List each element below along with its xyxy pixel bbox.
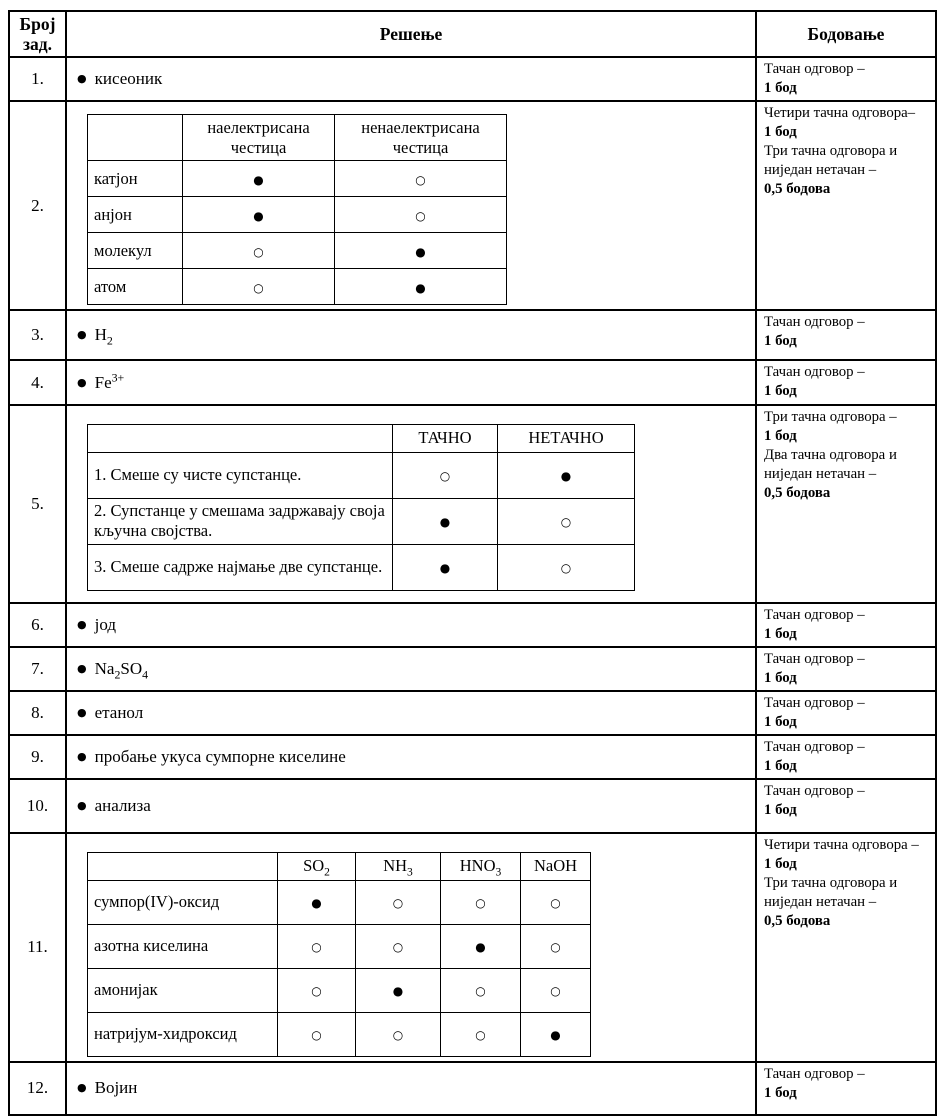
answer-mark-cell (278, 880, 356, 924)
inner-row-label (88, 924, 278, 968)
solution-text-segment: азотна киселина (94, 936, 209, 956)
inner-table-row (88, 1012, 591, 1056)
radio-open-icon: ○ (560, 561, 572, 576)
radio-open-icon: ○ (475, 1028, 486, 1043)
header-row (9, 11, 936, 57)
solution-text-segment: Na (94, 659, 115, 679)
radio-filled-icon: ● (475, 940, 486, 955)
scoring-line: Тачан одговор – (764, 364, 865, 381)
solution-text-segment: НЕТАЧНО (528, 428, 604, 448)
scoring-cell (756, 603, 936, 647)
answer-mark-cell (521, 968, 591, 1012)
inner-table-header (88, 424, 635, 452)
radio-filled-icon: ● (253, 172, 264, 187)
task-row (9, 310, 936, 360)
inner-table-body (88, 161, 507, 305)
answer-mark-cell (498, 452, 635, 498)
answer-mark-cell (521, 924, 591, 968)
task-number-header-line2: зад. (22, 34, 52, 55)
table-header (9, 11, 936, 57)
scoring-line: Тачан одговор – (764, 607, 865, 624)
solution-cell (66, 310, 756, 360)
inner-table-row (88, 924, 591, 968)
solution-text-segment: катјон (94, 168, 138, 188)
inner-row-label (88, 197, 183, 233)
answer-mark-cell (521, 1012, 591, 1056)
answer-mark-cell (521, 880, 591, 924)
answer-mark-cell (278, 968, 356, 1012)
radio-open-icon: ○ (475, 984, 486, 999)
inner-row-label (88, 498, 393, 544)
bullet-icon: ● (77, 375, 87, 389)
task-number-cell: 5. (9, 405, 66, 603)
radio-open-icon: ○ (415, 208, 426, 223)
solution-cell (66, 57, 756, 101)
inner-header-cell (183, 115, 335, 161)
scoring-cell (756, 833, 936, 1062)
inner-row-label (88, 544, 393, 590)
scoring-cell (756, 310, 936, 360)
task-row (9, 603, 936, 647)
answer-mark-cell (393, 452, 498, 498)
answer-mark-cell (441, 1012, 521, 1056)
scoring-line: 1 бод (764, 626, 797, 643)
scoring-cell (756, 405, 936, 603)
inner-row-label (88, 233, 183, 269)
solution-text-segment: 2. Супстанце у смешама задржавају своја кључна својства. (94, 501, 385, 541)
table-body (9, 57, 936, 1115)
scoring-line: Тачан одговор – (764, 695, 865, 711)
task-row (9, 647, 936, 691)
bullet-icon: ● (77, 328, 87, 342)
task-number-header-line1: Број (19, 14, 56, 34)
answer-mark-cell (183, 197, 335, 233)
radio-open-icon: ○ (253, 244, 264, 259)
solution-text-segment: Fe (94, 372, 112, 392)
answer-mark-cell (498, 498, 635, 544)
scoring-cell (756, 57, 936, 101)
scoring-cell (756, 360, 936, 405)
radio-open-icon: ○ (253, 280, 264, 295)
solution-text-segment: 3+ (111, 369, 125, 384)
scoring-line: 1 бод (764, 383, 797, 400)
inner-header-cell (498, 424, 635, 452)
inner-header-cell (393, 424, 498, 452)
task-number-cell: 10. (9, 779, 66, 833)
solution-text-segment: етанол (94, 702, 144, 722)
scoring-line: Тачан одговор – (764, 738, 865, 755)
radio-open-icon: ○ (392, 896, 404, 911)
task-number-cell: 11. (9, 833, 66, 1062)
answer-mark-cell (335, 269, 507, 305)
answer-mark-cell (441, 968, 521, 1012)
solution-text-segment: амонијак (94, 980, 158, 1000)
scoring-line: 0,5 бодова (764, 180, 831, 197)
radio-filled-icon: ● (415, 280, 426, 295)
inner-row-label (88, 1012, 278, 1056)
radio-open-icon: ○ (311, 1028, 322, 1043)
scoring-line: Три тачна одговора – (764, 409, 897, 426)
inner-table-row (88, 544, 635, 590)
radio-filled-icon: ● (415, 244, 426, 259)
radio-open-icon: ○ (392, 1028, 404, 1043)
answer-mark-cell (183, 269, 335, 305)
solution-text-segment: анализа (94, 795, 151, 815)
scoring-line: Тачан одговор – (764, 61, 865, 78)
inner-header-row (88, 852, 591, 880)
task-number-cell: 3. (9, 310, 66, 360)
inner-row-label (88, 161, 183, 197)
scoring-line: 1 бод (764, 124, 797, 141)
inner-table-header (88, 115, 507, 161)
radio-filled-icon: ● (311, 896, 322, 911)
radio-filled-icon: ● (439, 515, 451, 530)
scoring-line: Тачан одговор – (764, 651, 865, 668)
solution-cell (66, 735, 756, 779)
scoring-line: Три тачна одговора и ниједан нетачан – (764, 143, 898, 178)
inner-header-cell (335, 115, 507, 161)
solution-cell (66, 647, 756, 691)
inner-header-cell (521, 852, 591, 880)
solution-text-segment: Војин (94, 1078, 138, 1098)
bullet-icon: ● (77, 662, 87, 676)
scoring-line: 1 бод (764, 333, 797, 350)
solution-text-segment: анјон (94, 204, 132, 224)
solution-text-segment: SO (120, 659, 143, 679)
solution-cell (66, 833, 756, 1062)
inner-header-cell (88, 115, 183, 161)
bullet-icon: ● (77, 798, 87, 812)
solution-cell (66, 603, 756, 647)
solution-text-segment: H (94, 325, 107, 345)
solution-text-segment: пробање укуса сумпорне киселине (94, 746, 346, 766)
scoring-cell (756, 101, 936, 310)
solution-text-segment: 2 (114, 667, 121, 682)
solution-text-segment: 3 (407, 866, 413, 879)
scoring-cell (756, 779, 936, 833)
answer-mark-cell (356, 924, 441, 968)
scoring-cell (756, 1062, 936, 1115)
task-row (9, 1062, 936, 1115)
inner-table-header (88, 852, 591, 880)
inner-row-label (88, 968, 278, 1012)
task-number-cell: 7. (9, 647, 66, 691)
inner-table-row (88, 269, 507, 305)
task-number-cell: 6. (9, 603, 66, 647)
answer-mark-cell (356, 880, 441, 924)
answer-mark-cell (183, 233, 335, 269)
task-row (9, 735, 936, 779)
solution-text-segment: 3. Смеше садрже најмање две супстанце. (94, 557, 383, 577)
solution-text-segment: 3 (495, 866, 502, 879)
answer-mark-cell (335, 161, 507, 197)
radio-open-icon: ○ (475, 896, 486, 911)
answer-mark-cell (335, 233, 507, 269)
scoring-line: 1 бод (764, 801, 797, 818)
solution-text-segment: сумпор(IV)-оксид (94, 892, 220, 912)
radio-open-icon: ○ (550, 984, 561, 999)
solution-cell (66, 405, 756, 603)
solution-header: Решење (66, 11, 756, 57)
solution-text-segment: 4 (142, 667, 149, 682)
task-row (9, 691, 936, 735)
task-number-cell: 1. (9, 57, 66, 101)
scoring-cell (756, 647, 936, 691)
solution-text-segment: 1. Смеше су чисте супстанце. (94, 465, 302, 485)
gas-identification-table (87, 852, 591, 1057)
task-row (9, 833, 936, 1062)
inner-header-cell (88, 424, 393, 452)
solution-text-segment: HNO (459, 856, 496, 876)
solution-text-segment: 2 (324, 866, 330, 879)
radio-filled-icon: ● (560, 469, 572, 484)
inner-row-label (88, 880, 278, 924)
solution-cell (66, 360, 756, 405)
scoring-line: 1 бод (764, 80, 797, 97)
answer-mark-cell (441, 880, 521, 924)
inner-row-label (88, 269, 183, 305)
answer-mark-cell (393, 544, 498, 590)
inner-row-label (88, 452, 393, 498)
solution-cell (66, 101, 756, 310)
solution-text-segment: натријум-хидроксид (94, 1024, 237, 1044)
scoring-cell (756, 735, 936, 779)
solution-text-segment: NH (383, 856, 408, 876)
inner-header-cell (356, 852, 441, 880)
solution-cell (66, 1062, 756, 1115)
inner-header-cell (278, 852, 356, 880)
inner-table-body (88, 452, 635, 590)
answer-mark-cell (183, 161, 335, 197)
inner-table-row (88, 233, 507, 269)
task-row (9, 360, 936, 405)
task-row (9, 101, 936, 310)
task-row (9, 779, 936, 833)
task-row (9, 405, 936, 603)
solution-text-segment: молекул (94, 240, 152, 260)
scoring-line: 0,5 бодова (764, 484, 831, 501)
inner-header-row (88, 424, 635, 452)
answer-mark-cell (278, 1012, 356, 1056)
solution-text-segment: NaOH (533, 856, 578, 876)
scoring-line: Четири тачна одговора – (764, 836, 919, 853)
scoring-cell (756, 691, 936, 735)
radio-open-icon: ○ (311, 984, 322, 999)
inner-table-row (88, 161, 507, 197)
bullet-icon: ● (77, 1081, 87, 1095)
scoring-line: Три тачна одговора и ниједан нетачан – (764, 874, 898, 910)
answer-key-table (8, 10, 937, 1116)
inner-header-cell (88, 852, 278, 880)
inner-table-body (88, 880, 591, 1056)
answer-mark-cell (278, 924, 356, 968)
scoring-header: Бодовање (756, 11, 936, 57)
solution-text-segment: 2 (106, 333, 113, 348)
radio-open-icon: ○ (560, 515, 572, 530)
inner-header-cell (441, 852, 521, 880)
inner-table-row (88, 880, 591, 924)
solution-cell (66, 691, 756, 735)
solution-text-segment: јод (94, 615, 116, 635)
task-number-cell: 4. (9, 360, 66, 405)
scoring-line: 1 бод (764, 1084, 797, 1101)
scoring-line: 1 бод (764, 713, 797, 730)
radio-open-icon: ○ (415, 172, 426, 187)
bullet-icon: ● (77, 618, 87, 632)
radio-open-icon: ○ (392, 940, 404, 955)
scoring-line: Четири тачна одговора– (764, 105, 916, 122)
scoring-line: 1 бод (764, 428, 797, 445)
solution-text-segment: атом (94, 276, 127, 296)
inner-table-row (88, 968, 591, 1012)
solution-text-segment: ТАЧНО (418, 428, 472, 448)
scoring-line: Тачан одговор – (764, 1065, 865, 1082)
bullet-icon: ● (77, 705, 87, 719)
scoring-line: Тачан одговор – (764, 314, 865, 331)
radio-open-icon: ○ (439, 469, 451, 484)
radio-open-icon: ○ (550, 940, 561, 955)
scoring-line: 1 бод (764, 757, 797, 774)
solution-text-segment: SO (303, 856, 325, 876)
radio-filled-icon: ● (439, 561, 451, 576)
answer-mark-cell (441, 924, 521, 968)
answer-mark-cell (335, 197, 507, 233)
inner-table-row (88, 197, 507, 233)
answer-mark-cell (498, 544, 635, 590)
task-number-cell: 2. (9, 101, 66, 310)
answer-mark-cell (393, 498, 498, 544)
solution-cell (66, 779, 756, 833)
inner-header-row (88, 115, 507, 161)
scoring-line: Два тачна одговора и ниједан нетачан – (764, 447, 897, 482)
radio-open-icon: ○ (311, 940, 322, 955)
scoring-line: 1 бод (764, 670, 797, 687)
solution-text-segment: кисеоник (94, 69, 163, 89)
radio-filled-icon: ● (253, 208, 264, 223)
answer-mark-cell (356, 968, 441, 1012)
scoring-line: 1 бод (764, 855, 797, 872)
inner-table-row (88, 452, 635, 498)
radio-filled-icon: ● (550, 1028, 561, 1043)
true-false-table (87, 424, 635, 591)
scoring-line: 0,5 бодова (764, 912, 831, 929)
inner-table-row (88, 498, 635, 544)
scoring-line: Тачан одговор – (764, 782, 865, 799)
bullet-icon: ● (77, 72, 87, 86)
solution-text-segment: ненаелектрисана честица (361, 117, 480, 157)
answer-mark-cell (356, 1012, 441, 1056)
task-number-header (9, 11, 66, 57)
solution-text-segment: наелектрисана честица (207, 117, 310, 157)
bullet-icon: ● (77, 749, 87, 763)
charged-particle-table (87, 114, 507, 305)
task-number-cell: 8. (9, 691, 66, 735)
task-row (9, 57, 936, 101)
radio-open-icon: ○ (550, 896, 561, 911)
task-number-cell: 9. (9, 735, 66, 779)
task-number-cell: 12. (9, 1062, 66, 1115)
radio-filled-icon: ● (392, 984, 404, 999)
